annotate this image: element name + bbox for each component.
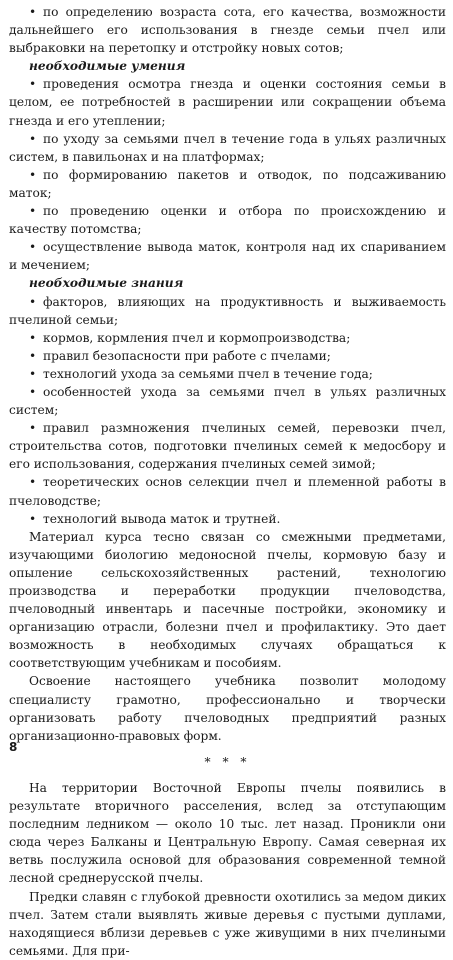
bullet-mark: • xyxy=(29,330,37,345)
body-paragraph: Предки славян с глубокой древности охотились за медом диких пчел. Затем стали выявлять живые деревья с пустыми дуплами, находящиеся вблизи деревьев с уже живущими в них пчелиными семьями. Для при- xyxy=(9,889,446,958)
bullet-mark: • xyxy=(29,475,37,490)
bullet-item: • правил безопасности при работе с пчелами; xyxy=(9,347,446,365)
bullet-item: • кормов, кормления пчел и кормопроизводства; xyxy=(9,329,446,347)
bullet-mark: • xyxy=(29,5,37,19)
bullet-mark: • xyxy=(29,77,37,92)
bullet-item: • по проведению оценки и отбора по происхождению и качеству потомства; xyxy=(9,204,446,237)
bullet-mark: • xyxy=(29,366,37,381)
bullet-mark: • xyxy=(29,131,37,146)
bullet-mark: • xyxy=(29,204,37,219)
subheading: необходимые знания xyxy=(29,276,184,291)
bullet-mark: • xyxy=(29,421,37,436)
bullet-item: • технологий ухода за семьями пчел в течение года; xyxy=(9,365,446,383)
bullet-item: • технологий вывода маток и трутней. xyxy=(9,510,446,528)
bullet-item: • по формированию пакетов и отводок, по подсаживанию маток; xyxy=(9,167,446,200)
subheading: необходимые умения xyxy=(29,59,186,74)
section-separator: * * * xyxy=(204,754,251,769)
bullet-mark: • xyxy=(29,240,37,255)
bullet-item: • правил размножения пчелиных семей, перевозки пчел, строительства сотов, подготовки пчелиных семей к медосбору и его использования, содержания пчелиных семей зимой; xyxy=(9,421,446,472)
bullet-item: • по определению возраста сота, его качества, возможности дальнейшего его использования в гнезде семьи пчел или выбраковки на перетопку и отстройку новых сотов; xyxy=(9,5,446,56)
page-body xyxy=(9,3,446,960)
bullet-mark: • xyxy=(29,294,37,309)
body-paragraph: Освоение настоящего учебника позволит молодому специалисту грамотно, профессионально и творчески организовать работу пчеловодных предприятий разных организационно-правовых форм. xyxy=(9,674,446,743)
bullet-mark: • xyxy=(29,348,37,363)
bullet-mark: • xyxy=(29,384,37,399)
body-paragraph: Материал курса тесно связан со смежными предметами, изучающими биологию медоносной пчелы, кормовую базу и опыление сельскохозяйственных растений, технологию производства и переработки продукции пчеловодства, пчеловодный инвентарь и пасечные постройки, экономику и организацию отрасли, болезни пчел и профилактику. Это дает возможность в необходимых случаях обращаться к соответствующим учебникам и пособиям. xyxy=(9,529,446,671)
bullet-item: • проведения осмотра гнезда и оценки состояния семьи в целом, ее потребностей в расширении или сокращении объема гнезда и его утеплении; xyxy=(9,77,446,128)
bullet-item: • факторов, влияющих на продуктивность и выживаемость пчелиной семьи; xyxy=(9,294,446,327)
bullet-mark: • xyxy=(29,167,37,182)
bullet-mark: • xyxy=(29,511,37,526)
bullet-item: • особенностей ухода за семьями пчел в ульях различных систем; xyxy=(9,384,446,418)
body-paragraph: На территории Восточной Европы пчелы появились в результате вторичного расселения, вслед за отступающим последним ледником — около 10 тыс. лет назад. Проникли они сюда через Балканы и Центральную Европу. Самая северная их ветвь послужила основой для образования современной темной лесной среднерусской пчелы. xyxy=(9,780,446,886)
bullet-item: • осуществление вывода маток, контроля над их спариванием и мечением; xyxy=(9,240,446,273)
bullet-item: • по уходу за семьями пчел в течение года в ульях различных систем, в павильонах и на платформах; xyxy=(9,131,446,164)
page-number: 8 xyxy=(9,740,18,754)
bullet-item: • теоретических основ селекции пчел и племенной работы в пчеловодстве; xyxy=(9,475,446,508)
